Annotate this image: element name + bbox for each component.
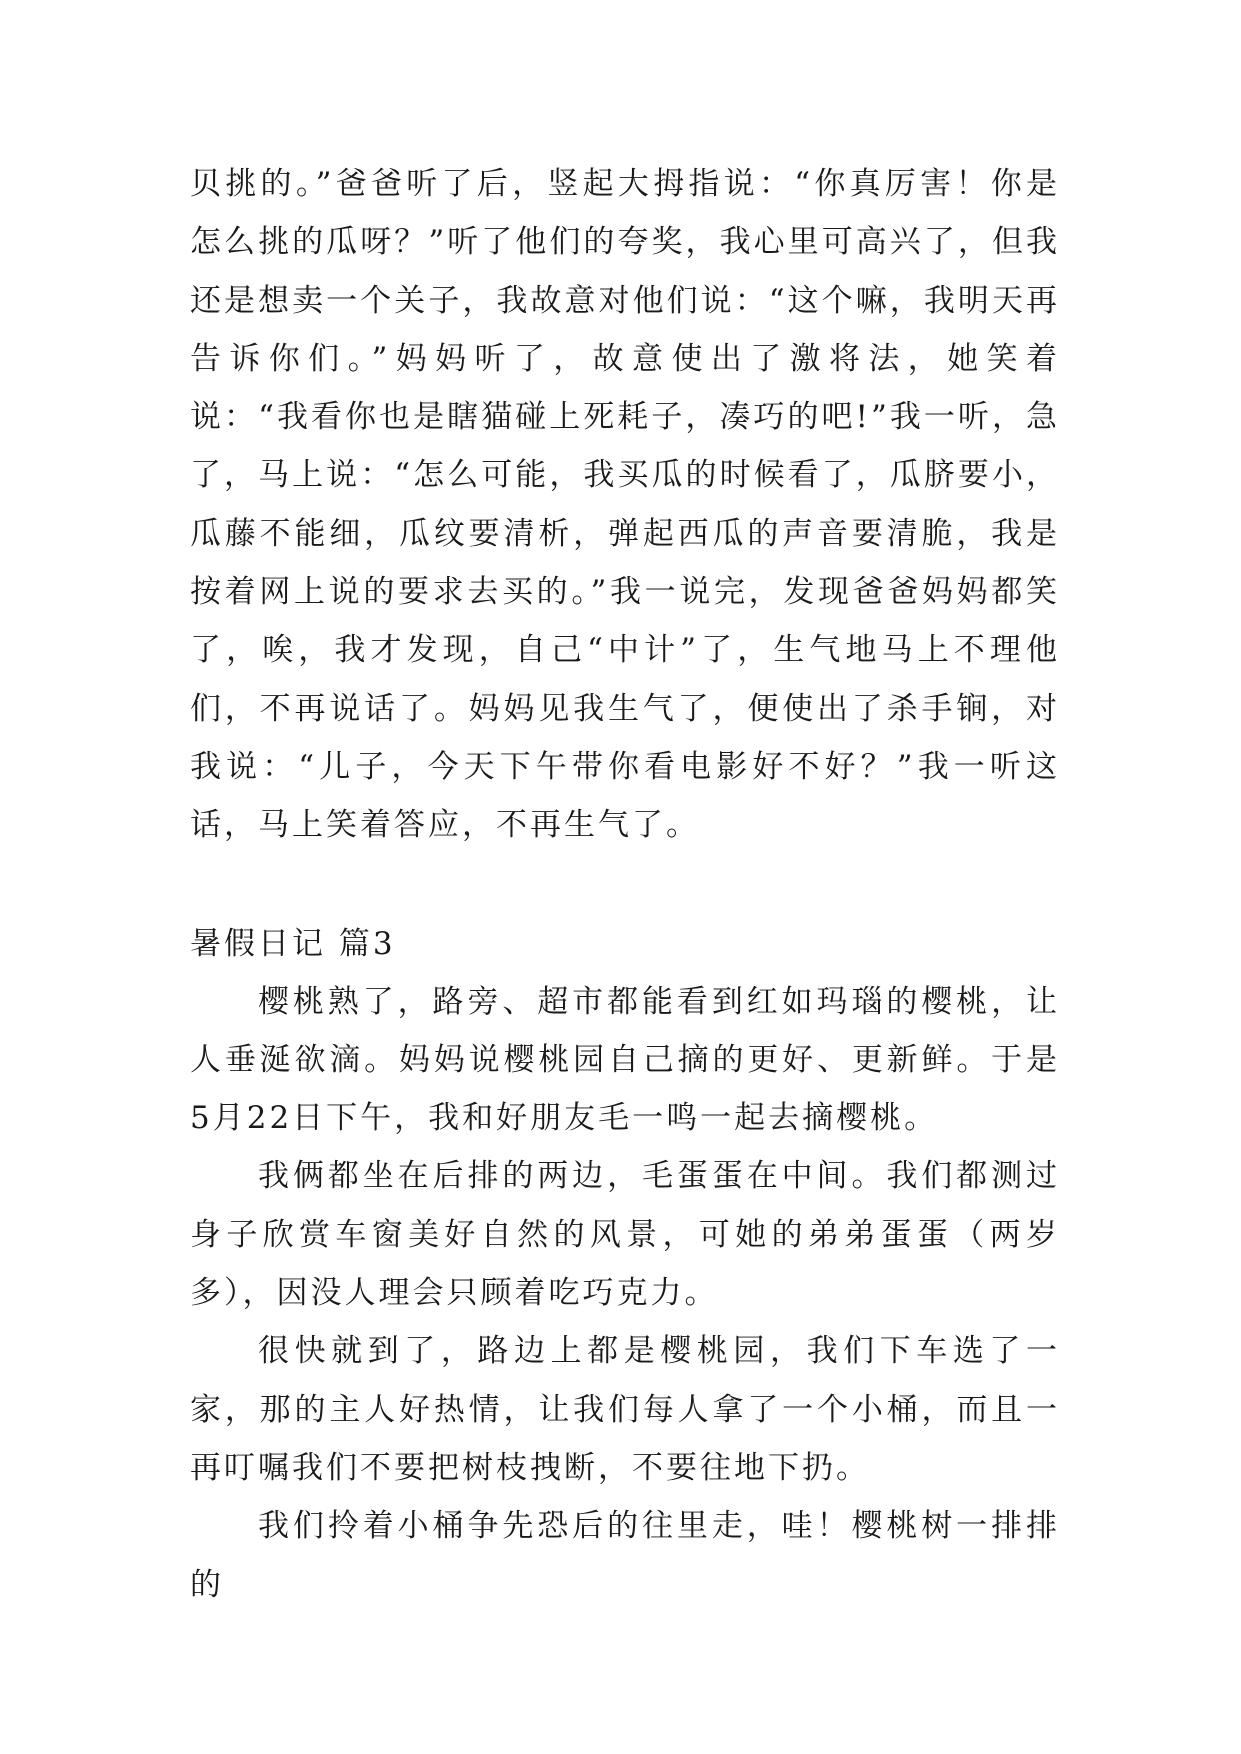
document-body <box>190 155 1060 1614</box>
section-gap <box>190 855 1060 915</box>
paragraph-4: 我们拎着小桶争先恐后的往里走，哇！樱桃树一排排的 <box>190 1508 1060 1603</box>
paragraph-2: 我俩都坐在后排的两边，毛蛋蛋在中间。我们都测过身子欣赏车窗美好自然的风景，可她的弟弟蛋蛋（两岁多），因没人理会只顾着吃巧克力。 <box>190 1158 1060 1312</box>
paragraph-1: 樱桃熟了，路旁、超市都能看到红如玛瑙的樱桃，让人垂涎欲滴。妈妈说樱桃园自己摘的更好、更新鲜。于是5月22日下午，我和好朋友毛一鸣一起去摘樱桃。 <box>190 983 1060 1137</box>
paragraph-3: 很快就到了，路边上都是樱桃园，我们下车选了一家，那的主人好热情，让我们每人拿了一个小桶，而且一再叮嘱我们不要把树枝拽断，不要往地下扔。 <box>190 1333 1060 1486</box>
section-title: 暑假日记 篇3 <box>190 925 396 962</box>
continued-paragraph: 贝挑的。”爸爸听了后，竖起大拇指说：“你真厉害！你是怎么挑的瓜呀？”听了他们的夸奖，我心里可高兴了，但我还是想卖一个关子，我故意对他们说：“这个嘛，我明天再告诉你们。”妈妈听了，故意使出了激将法，她笑着说：“我看你也是瞎猫碰上死耗子，凑巧的吧!”我一听，急了，马上说：“怎么可能，我买瓜的时候看了，瓜脐要小，瓜藤不能细，瓜纹要清析，弹起西瓜的声音要清脆，我是按着网上说的要求去买的。”我一说完，发现爸爸妈妈都笑了，唉，我才发现，自己“中计”了，生气地马上不理他们，不再说话了。妈妈见我生气了，便使出了杀手锏，对我说：“儿子，今天下午带你看电影好不好？”我一听这话，马上笑着答应，不再生气了。 <box>190 166 1060 844</box>
